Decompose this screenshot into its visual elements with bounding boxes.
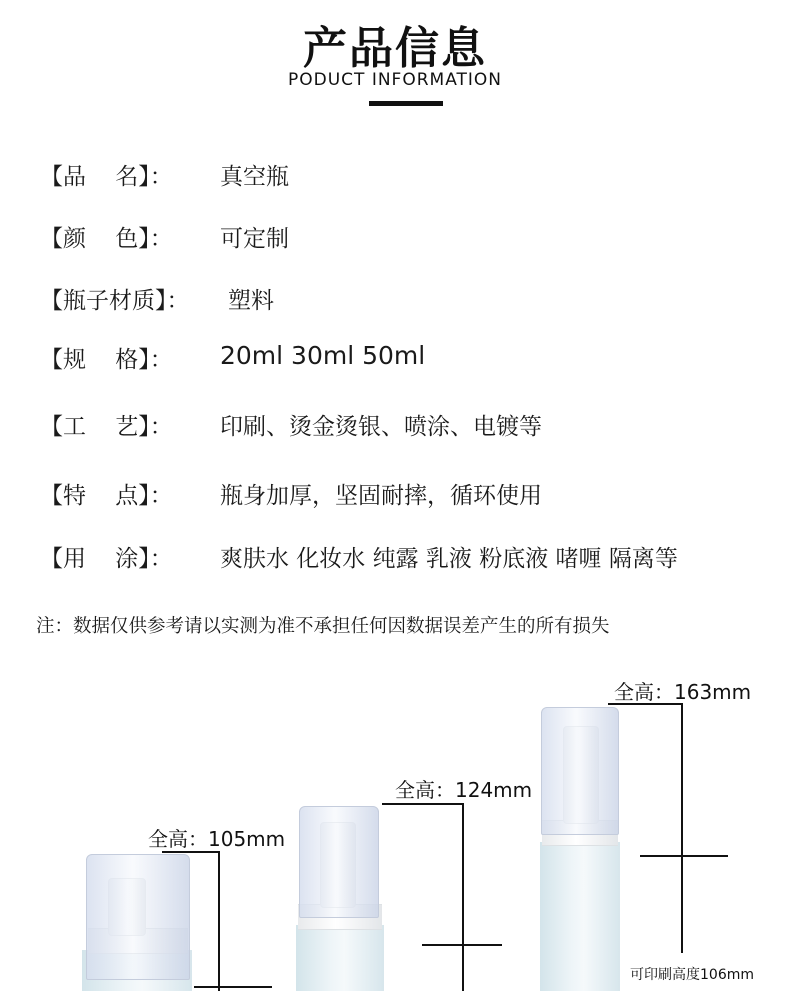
height-label: 全高：124mm bbox=[395, 778, 533, 802]
spec-label: 【工 艺】： bbox=[40, 414, 173, 440]
spec-label: 【用 涂】： bbox=[40, 546, 173, 572]
page-subtitle: PODUCT INFORMATION bbox=[288, 70, 502, 90]
spec-value: 可定制 bbox=[220, 226, 289, 252]
spec-value: 20ml 30ml 50ml bbox=[220, 341, 426, 370]
dimension-line bbox=[194, 986, 272, 988]
spec-label: 【颜 色】： bbox=[40, 226, 173, 252]
spec-label: 【规 格】： bbox=[40, 347, 173, 373]
title-underline bbox=[369, 101, 443, 106]
dimension-line bbox=[422, 944, 502, 946]
disclaimer-note: 注：数据仅供参考请以实测为准不承担任何因数据误差产生的所有损失 bbox=[36, 616, 610, 637]
dimension-line bbox=[382, 803, 464, 805]
spec-value: 瓶身加厚，坚固耐摔，循环使用 bbox=[220, 483, 542, 509]
spec-label: 【特 点】： bbox=[40, 483, 173, 509]
spec-value: 爽肤水 化妆水 纯露 乳液 粉底液 啫喱 隔离等 bbox=[220, 546, 678, 572]
spec-label: 【瓶子材质】： bbox=[40, 288, 190, 314]
dimension-line bbox=[640, 855, 728, 857]
dimension-line bbox=[681, 703, 683, 953]
spec-value: 塑料 bbox=[228, 288, 274, 314]
height-label: 全高：163mm bbox=[614, 680, 752, 704]
dimension-line bbox=[218, 851, 220, 991]
page-title: 产品信息 bbox=[303, 23, 487, 74]
height-label: 全高：105mm bbox=[148, 827, 286, 851]
dimension-line bbox=[462, 803, 464, 991]
spec-value: 真空瓶 bbox=[220, 164, 289, 190]
spec-value: 印刷、烫金烫银、喷涂、电镀等 bbox=[220, 414, 542, 440]
print-height-label: 可印刷高度106mm bbox=[630, 967, 754, 983]
spec-label: 【品 名】： bbox=[40, 164, 173, 190]
